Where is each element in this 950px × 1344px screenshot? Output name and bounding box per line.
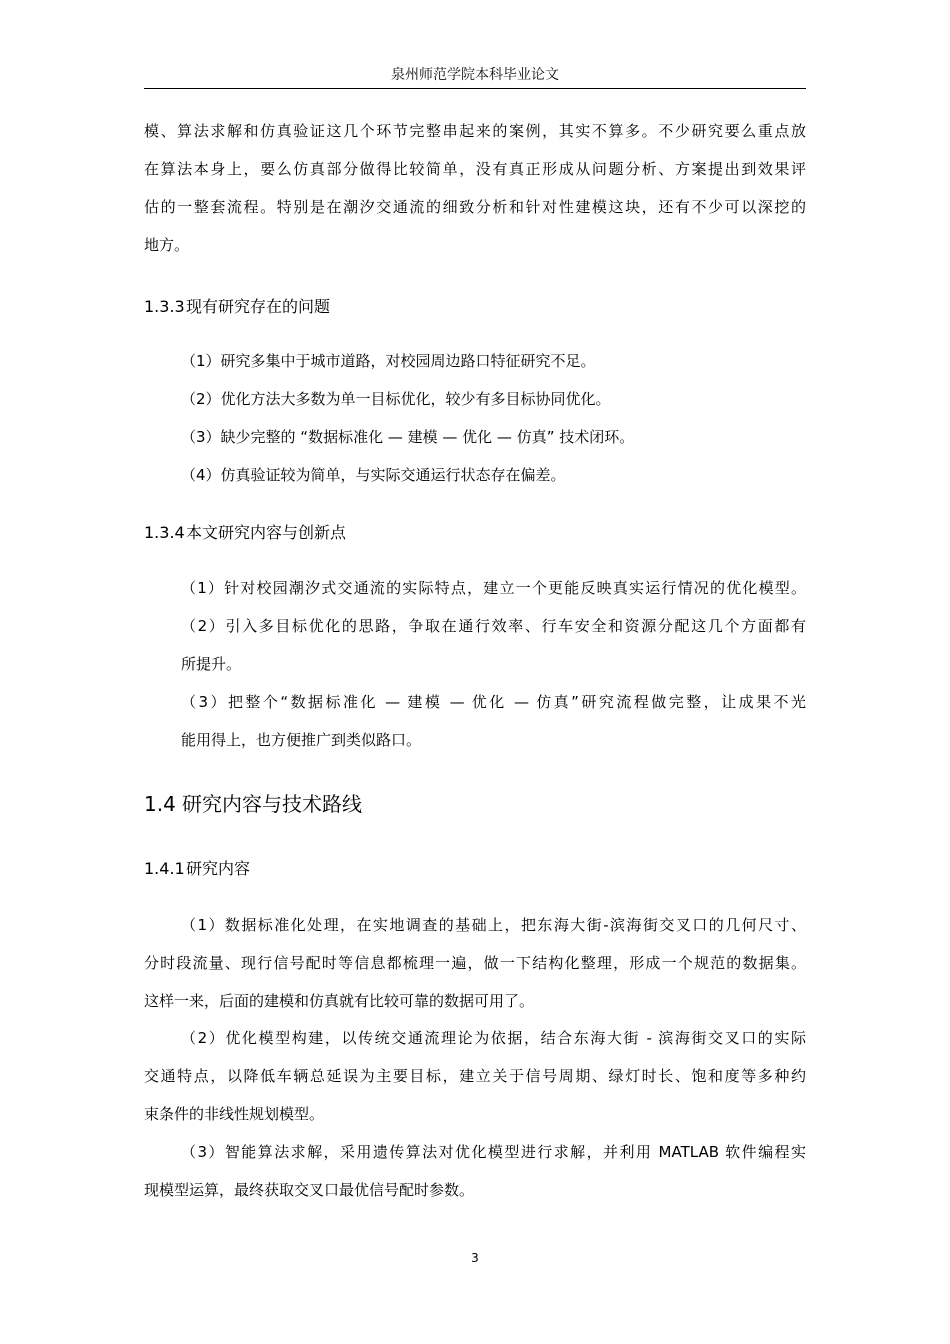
paragraph-line: 束条件的非线性规划模型。 — [144, 1105, 325, 1123]
paragraph-line: 交通特点，以降低车辆总延误为主要目标，建立关于信号周期、绿灯时长、饱和度等多种约 — [144, 1067, 806, 1085]
list-item: （1）针对校园潮汐式交通流的实际特点，建立一个更能反映真实运行情况的优化模型。 — [181, 579, 806, 597]
list-item: （3）缺少完整的 “数据标准化 — 建模 — 优化 — 仿真” 技术闭环。 — [181, 428, 635, 446]
page-number: 3 — [471, 1251, 479, 1265]
section-title: 研究内容与技术路线 — [182, 792, 362, 816]
list-item-continuation: 所提升。 — [181, 655, 242, 673]
paragraph-line: （3）智能算法求解，采用遗传算法对优化模型进行求解，并利用 MATLAB 软件编程实 — [181, 1143, 806, 1161]
section-heading-1-3-3 — [144, 294, 330, 320]
paragraph-line: 估的一整套流程。特别是在潮汐交通流的细致分析和针对性建模这块，还有不少可以深挖的 — [144, 198, 806, 216]
paragraph-line: 地方。 — [144, 236, 190, 254]
list-item: （3）把整个“数据标准化 — 建模 — 优化 — 仿真”研究流程做完整，让成果不光 — [181, 693, 806, 711]
running-header: 泉州师范学院本科毕业论文 — [391, 67, 559, 83]
list-item: （2）优化方法大多数为单一目标优化，较少有多目标协同优化。 — [181, 390, 611, 408]
section-title: 研究内容 — [186, 859, 251, 878]
section-heading-1-4-1 — [144, 856, 250, 882]
section-number: 1.4 — [144, 792, 176, 816]
section-heading-1-4 — [144, 789, 362, 819]
header-divider — [144, 88, 806, 89]
paragraph-line: 分时段流量、现行信号配时等信息都梳理一遍，做一下结构化整理，形成一个规范的数据集。 — [144, 954, 806, 972]
section-number: 1.4.1 — [144, 859, 185, 878]
list-item: （4）仿真验证较为简单，与实际交通运行状态存在偏差。 — [181, 466, 566, 484]
section-heading-1-3-4 — [144, 520, 346, 546]
list-item: （1）研究多集中于城市道路，对校园周边路口特征研究不足。 — [181, 352, 596, 370]
paragraph-line: （2）优化模型构建，以传统交通流理论为依据，结合东海大街 - 滨海街交叉口的实际 — [181, 1029, 806, 1047]
section-number: 1.3.3 — [144, 297, 185, 316]
section-number: 1.3.4 — [144, 523, 185, 542]
section-title: 现有研究存在的问题 — [186, 297, 331, 316]
paragraph-line: 模、算法求解和仿真验证这几个环节完整串起来的案例，其实不算多。不少研究要么重点放 — [144, 122, 806, 140]
paragraph-line: 在算法本身上，要么仿真部分做得比较简单，没有真正形成从问题分析、方案提出到效果评 — [144, 160, 806, 178]
paragraph-line: 现模型运算，最终获取交叉口最优信号配时参数。 — [144, 1181, 475, 1199]
list-item: （2）引入多目标优化的思路，争取在通行效率、行车安全和资源分配这几个方面都有 — [181, 617, 806, 635]
section-title: 本文研究内容与创新点 — [186, 523, 347, 542]
list-item-continuation: 能用得上，也方便推广到类似路口。 — [181, 731, 422, 749]
paragraph-line: 这样一来，后面的建模和仿真就有比较可靠的数据可用了。 — [144, 992, 535, 1010]
paragraph-line: （1）数据标准化处理，在实地调查的基础上，把东海大街-滨海街交叉口的几何尺寸、 — [181, 916, 806, 934]
